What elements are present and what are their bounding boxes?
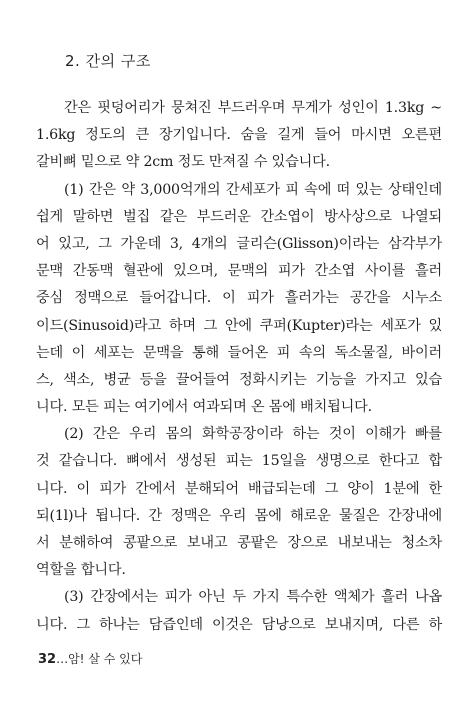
page-number: 32 <box>38 652 57 667</box>
text-line: (2) 간은 우리 몸의 화학공장이라 하는 것이 이해가 빠를 <box>64 426 442 443</box>
page-footer <box>38 650 142 667</box>
text-line: 간은 핏덩어리가 뭉쳐진 부드러우며 무게가 성인이 1.3kg ~ <box>64 100 442 116</box>
paragraph-3 <box>36 584 442 638</box>
text-line: 중심 정맥으로 들어갑니다. 이 피가 흘러가는 공간을 시누소 <box>36 290 442 307</box>
text-line: 니다. 모든 피는 여기에서 여과되며 온 몸에 배치됩니다. <box>36 399 372 416</box>
paragraph-intro <box>36 95 442 177</box>
paragraph-2 <box>36 421 442 584</box>
text-line: 서 분해하여 콩팥으로 보내고 콩팥은 장으로 내보내는 청소차 <box>36 535 442 551</box>
text-line: 갈비뼈 밑으로 약 2cm 정도 만져질 수 있습니다. <box>36 154 330 171</box>
text-line: 역할을 합니다. <box>36 562 126 579</box>
text-line: 되(1l)나 됩니다. 간 정맥은 우리 몸에 해로운 물질은 간장내에 <box>36 507 442 524</box>
text-line: 니다. 그 하나는 담즙인데 이것은 담낭으로 보내지며, 다른 하 <box>36 616 442 633</box>
text-line: (3) 간장에서는 피가 아닌 두 가지 특수한 액체가 흘러 나옵 <box>64 589 442 606</box>
text-line: 문맥 간동맥 혈관에 있으며, 문맥의 피가 간소엽 사이를 흘러 <box>36 263 442 280</box>
text-line: 어 있고, 그 가운데 3, 4개의 글리슨(Glisson)이라는 삼각부가 <box>36 235 442 252</box>
text-line: (1) 간은 약 3,000억개의 간세포가 피 속에 떠 있는 상태인데 <box>64 181 442 198</box>
text-line: 쉽게 말하면 벌집 같은 부드러운 간소엽이 방사상으로 나열되 <box>36 208 442 225</box>
paragraph-1 <box>36 177 442 422</box>
text-line: 것 같습니다. 뼈에서 생성된 피는 15일을 생명으로 한다고 합 <box>36 453 442 470</box>
text-line: 1.6kg 정도의 큰 장기입니다. 숨을 길게 들어 마시면 오른편 <box>36 127 442 144</box>
text-line: 니다. 이 피가 간에서 분해되어 배급되는데 그 양이 1분에 한 <box>36 480 442 497</box>
body-text <box>36 95 442 639</box>
section-heading: 2. 간의 구조 <box>65 52 151 70</box>
running-title: …암! 살 수 있다 <box>56 652 143 666</box>
text-line: 이드(Sinusoid)라고 하며 그 안에 쿠퍼(Kupter)라는 세포가 있 <box>36 317 442 334</box>
text-line: 는데 이 세포는 문맥을 통해 들어온 피 속의 독소물질, 바이러 <box>36 344 442 361</box>
text-line: 스, 색소, 병균 등을 끌어들여 정화시키는 기능을 가지고 있습 <box>36 371 442 388</box>
